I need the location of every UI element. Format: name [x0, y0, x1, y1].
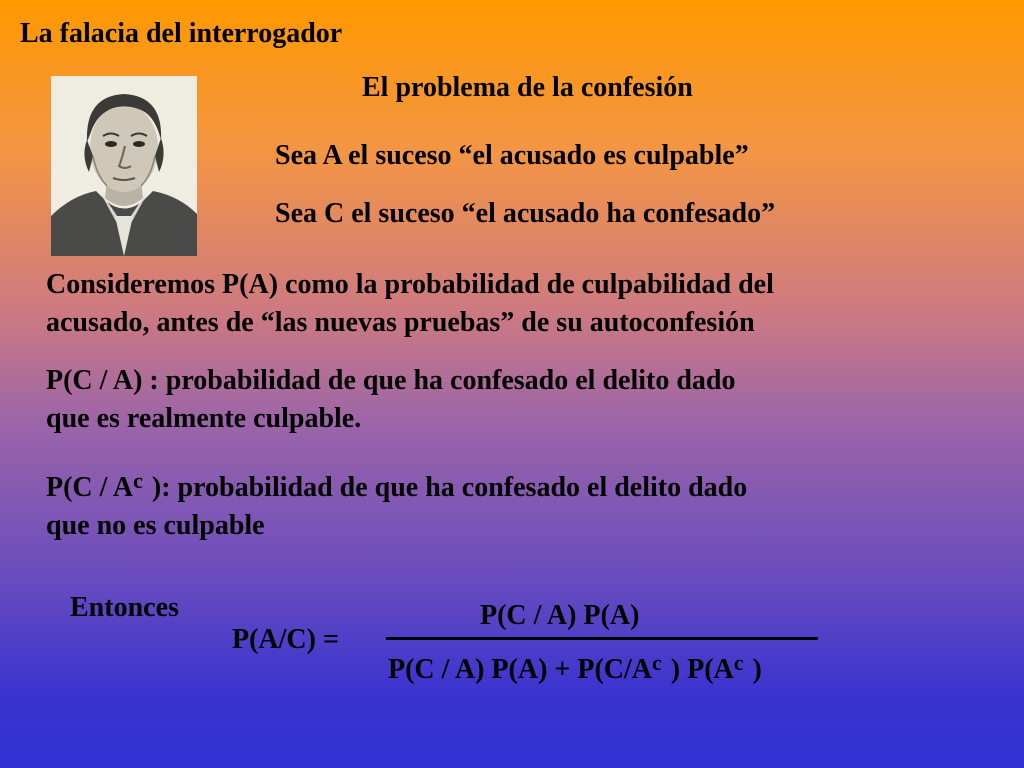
fraction-bar	[386, 637, 818, 640]
portrait-illustration	[51, 76, 197, 256]
slide-subtitle: El problema de la confesión	[362, 72, 693, 103]
complement-superscript-1: c	[652, 650, 662, 675]
denominator-part-1: P(C / A) P(A) + P(C/A	[388, 654, 653, 685]
portrait-engraving	[51, 76, 197, 256]
formula-denominator	[388, 650, 762, 686]
paragraph-p-c-given-not-a-line-2: que no es culpable	[46, 510, 265, 541]
denominator-part-3: )	[745, 654, 762, 685]
paragraph-p-c-given-not-a-line-1	[46, 462, 747, 507]
paragraph-p-c-given-a-line-1: P(C / A) : probabilidad de que ha confesado el delito dado	[46, 365, 736, 396]
definition-c: Sea C el suceso “el acusado ha confesado”	[275, 198, 776, 229]
paragraph-p-c-given-a	[46, 362, 735, 438]
paragraph-prior-line-2: acusado, antes de “las nuevas pruebas” de su autoconfesión	[46, 307, 755, 338]
formula-lhs: P(A/C) =	[232, 624, 339, 655]
formula-numerator: P(C / A) P(A)	[480, 600, 640, 631]
slide-title: La falacia del interrogador	[20, 18, 343, 49]
prob-prefix: P(C / A	[46, 472, 134, 503]
paragraph-p-c-given-not-a	[46, 462, 747, 545]
entonces-label: Entonces	[70, 592, 179, 623]
paragraph-prior-line-1: Consideremos P(A) como la probabilidad de culpabilidad del	[46, 269, 774, 300]
complement-superscript-2: c	[733, 650, 744, 675]
paragraph-prior	[46, 266, 774, 342]
definition-a: Sea A el suceso “el acusado es culpable”	[275, 140, 749, 171]
prob-description: ): probabilidad de que ha confesado el delito dado	[144, 472, 748, 503]
paragraph-p-c-given-a-line-2: que es realmente culpable.	[46, 403, 362, 434]
complement-superscript: c	[133, 468, 143, 493]
denominator-part-2: ) P(A	[663, 654, 734, 685]
